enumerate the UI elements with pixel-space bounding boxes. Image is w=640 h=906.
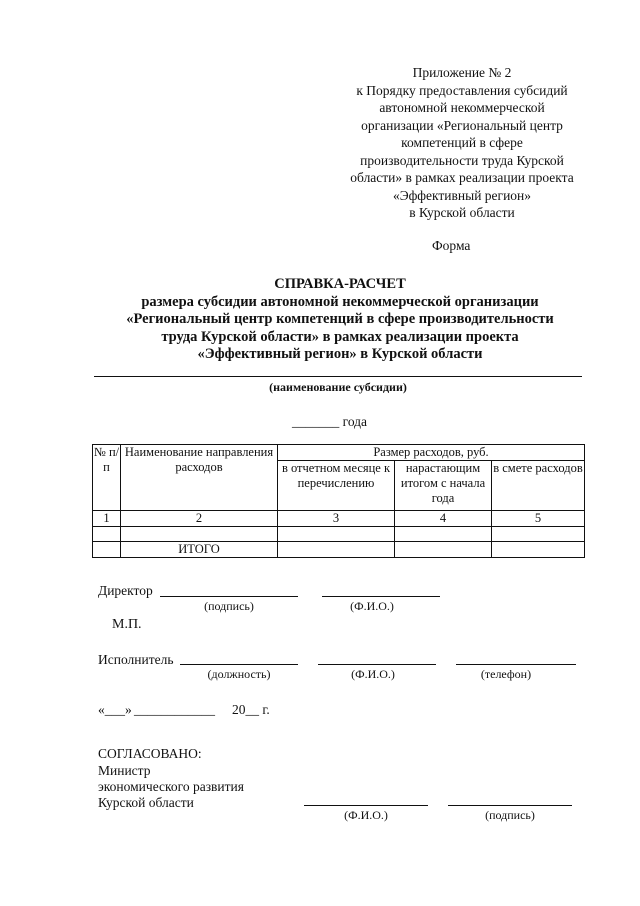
header-month: в отчетном месяце к перечислению: [278, 461, 395, 511]
total-label: ИТОГО: [121, 542, 278, 558]
director-label: Директор: [98, 583, 153, 598]
table-cell[interactable]: [395, 542, 492, 558]
header-name: Наименование направления расходов: [121, 445, 278, 511]
director-name-caption: (Ф.И.О.): [350, 599, 394, 613]
header-estimate: в смете расходов: [492, 461, 585, 511]
year-line[interactable]: _______ года: [292, 414, 368, 429]
agreed-name-line[interactable]: [304, 805, 428, 806]
agreed-line: экономического развития: [98, 779, 244, 794]
table-cell[interactable]: [121, 527, 278, 542]
appendix-line: области» в рамках реализации проекта: [350, 170, 574, 185]
subsidy-caption: (наименование субсидии): [269, 380, 407, 394]
director-sign-line[interactable]: [160, 596, 298, 597]
table-cell[interactable]: [278, 542, 395, 558]
appendix-line: компетенций в сфере: [401, 135, 523, 150]
index-cell: 2: [121, 511, 278, 527]
form-label: Форма: [432, 238, 471, 253]
date-year[interactable]: 20__ г.: [232, 702, 270, 717]
executor-label: Исполнитель: [98, 652, 174, 667]
table-cell[interactable]: [93, 527, 121, 542]
table-cell[interactable]: [492, 542, 585, 558]
table-row: [93, 542, 585, 558]
position-caption: (должность): [207, 667, 271, 681]
phone-caption: (телефон): [480, 667, 532, 681]
appendix-line: «Эффективный регион»: [392, 187, 532, 203]
stamp-label: М.П.: [112, 617, 142, 632]
executor-phone-line[interactable]: [456, 664, 576, 665]
agreed-sign-line[interactable]: [448, 805, 572, 806]
table-cell[interactable]: [395, 527, 492, 542]
index-cell: 1: [93, 511, 121, 527]
appendix-note: [312, 64, 612, 222]
table-cell[interactable]: [93, 542, 121, 558]
appendix-line: к Порядку предоставления субсидий: [356, 82, 568, 98]
agreed-name-caption: (Ф.И.О.): [344, 808, 388, 822]
executor-name-caption: (Ф.И.О.): [351, 667, 395, 681]
index-cell: 3: [278, 511, 395, 527]
appendix-line: организации «Региональный центр: [361, 117, 563, 133]
header-num: № п/п: [93, 445, 121, 511]
title-line: труда Курской области» в рамках реализации проекта: [161, 328, 519, 345]
appendix-line: производительности труда Курской: [360, 152, 564, 168]
executor-position-line[interactable]: [180, 664, 298, 665]
header-group: Размер расходов, руб.: [278, 445, 585, 461]
director-sign-caption: (подпись): [204, 599, 254, 613]
title-line: «Региональный центр компетенций в сфере производительности: [126, 311, 554, 327]
expense-table: [92, 444, 585, 558]
appendix-line: автономной некоммерческой: [379, 100, 545, 115]
subsidy-name-line[interactable]: [94, 376, 582, 377]
title-line: «Эффективный регион» в Курской области: [197, 346, 483, 362]
executor-name-line[interactable]: [318, 664, 436, 665]
agreed-line: Министр: [98, 763, 151, 778]
table-cell[interactable]: [492, 527, 585, 542]
title-line: размера субсидии автономной некоммерческой организации: [141, 293, 539, 310]
document-title: [80, 276, 600, 364]
agreed-label: СОГЛАСОВАНО:: [98, 746, 202, 761]
date-month[interactable]: ____________: [134, 702, 215, 717]
index-cell: 5: [492, 511, 585, 527]
appendix-line: в Курской области: [409, 205, 515, 220]
agreed-sign-caption: (подпись): [485, 808, 535, 822]
appendix-line: Приложение № 2: [412, 65, 512, 80]
table-cell[interactable]: [278, 527, 395, 542]
title-heading: СПРАВКА-РАСЧЕТ: [274, 276, 406, 292]
director-name-line[interactable]: [322, 596, 440, 597]
table-row: [93, 527, 585, 542]
date-day[interactable]: «___»: [98, 702, 132, 717]
index-cell: 4: [395, 511, 492, 527]
header-cumulative: нарастающим итогом с начала года: [395, 461, 492, 511]
agreed-line: Курской области: [98, 795, 194, 810]
